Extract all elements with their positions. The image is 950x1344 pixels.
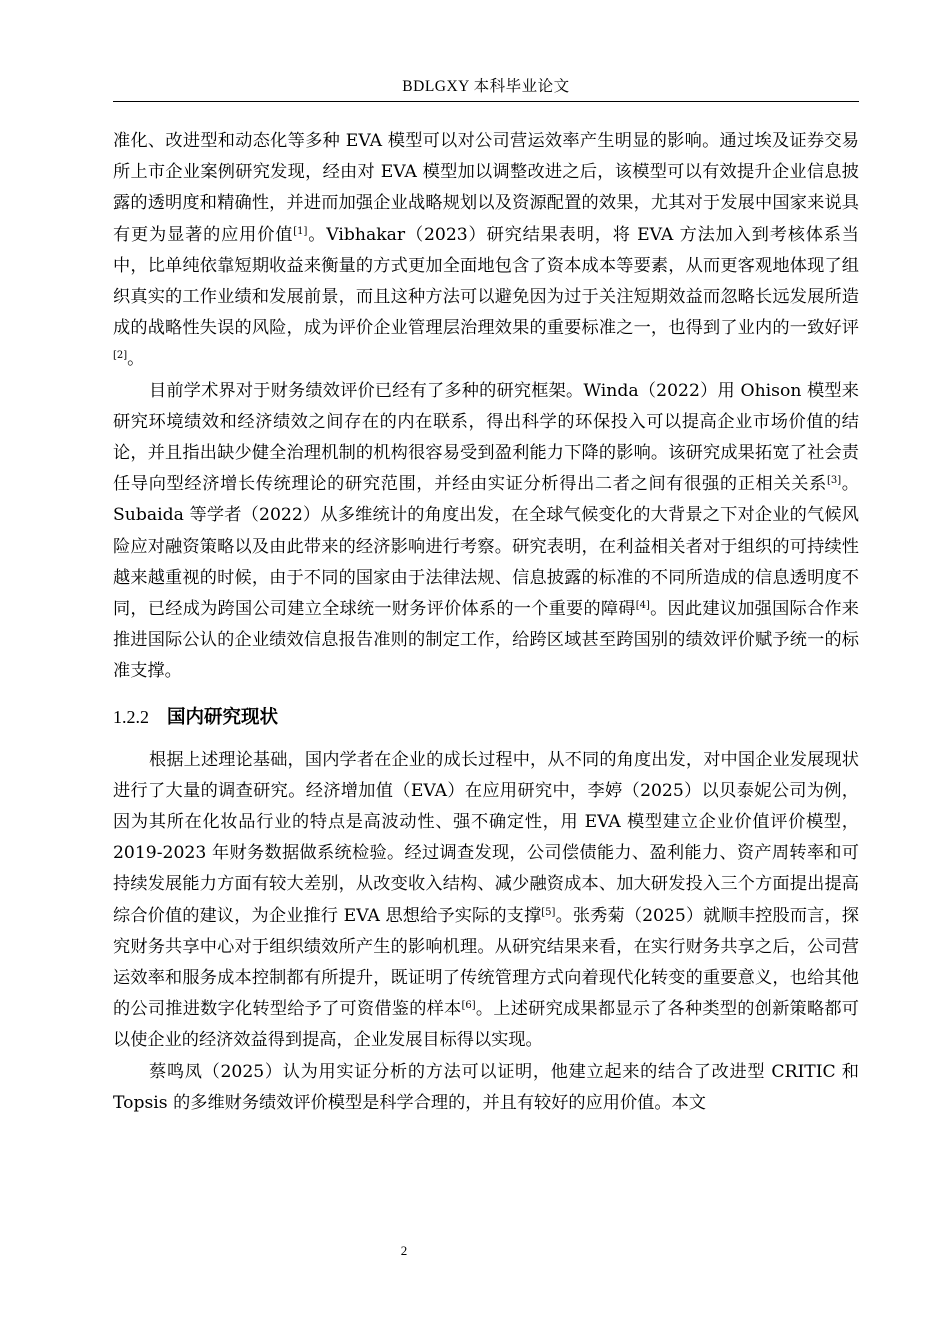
citation: [3]: [826, 475, 842, 487]
citation: [5]: [541, 906, 556, 918]
section-heading: [113, 700, 859, 735]
paragraph: 蔡鸣凤（2025）认为用实证分析的方法可以证明，他建立起来的结合了改进型 CRITIC 和 Topsis 的多维财务绩效评价模型是科学合理的，并且有较好的应用价值。本文: [113, 1061, 859, 1113]
body-text: [113, 126, 859, 1119]
citation: [1]: [293, 225, 308, 237]
page-number: 2: [400, 1243, 408, 1258]
paragraph: 根据上述理论基础，国内学者在企业的成长过程中，从不同的角度出发，对中国企业发展现状进行了大量的调查研究。经济增加值（EVA）在应用研究中，李婷（2025）以贝泰妮公司为例，因为其所在化妆品行业的特点是高波动性、强不确定性，用 EVA 模型建立企业价值评价模型，2019-2023 年财务数据做系统检验。经过调查发现，公司偿债能力、盈利能力、资产周转率和可持续发展能力方面有较大差别，从改变收入结构、减少融资成本、加大研发投入三个方面提出提高综合价值的建议，为企业推行 EVA 思想给予实际的支撑[5]。张秀菊（2025）就顺丰控股而言，探究财务共享中心对于组织绩效所产生的影响机理。从研究结果来看，在实行财务共享之后，公司营运效率和服务成本控制都有所提升，既证明了传统管理方式向着现代化转变的重要意义，也给其他的公司推进数字化转型给予了可资借鉴的样本[6]。上述研究成果都显示了各种类型的创新策略都可以使企业的经济效益得到提高，企业发展目标得以实现。: [113, 749, 859, 1051]
section-title: 国内研究现状: [167, 706, 279, 728]
citation: [4]: [635, 600, 650, 612]
paragraph: 目前学术界对于财务绩效评价已经有了多种的研究框架。Winda（2022）用 Ohison 模型来研究环境绩效和经济绩效之间存在的内在联系，得出科学的环保投入可以提高企业市场价值的结论，并且指出缺少健全治理机制的机构很容易受到盈利能力下降的影响。该研究成果拓宽了社会责任导向型经济增长传统理论的研究范围，并经由实证分析得出二者之间有很强的正相关关系[3]。Subaida 等学者（2022）从多维统计的角度出发，在全球气候变化的大背景之下对企业的气候风险应对融资策略以及由此带来的经济影响进行考察。研究表明，在利益相关者对于组织的可持续性越来越重视的时候，由于不同的国家由于法律法规、信息披露的标准的不同所造成的信息透明度不同，已经成为跨国公司建立全球统一财务评价体系的一个重要的障碍[4]。因此建议加强国际合作来推进国际公认的企业绩效信息报告准则的制定工作，给跨区域甚至跨国别的绩效评价赋予统一的标准支撑。: [113, 380, 859, 682]
running-header: BDLGXY 本科毕业论文: [402, 78, 570, 95]
citation: [2]: [113, 350, 128, 362]
paragraph: 准化、改进型和动态化等多种 EVA 模型可以对公司营运效率产生明显的影响。通过埃及证券交易所上市企业案例研究发现，经由对 EVA 模型加以调整改进之后，该模型可以有效提升企业信息披露的透明度和精确性，并进而加强企业战略规划以及资源配置的效果，尤其对于发展中国家来说具有更为显著的应用价值[1]。Vibhakar（2023）研究结果表明，将 EVA 方法加入到考核体系当中，比单纯依靠短期收益来衡量的方式更加全面地包含了资本成本等要素，从而更客观地体现了组织真实的工作业绩和发展前景，而且这种方法可以避免因为过于关注短期效益而忽略长远发展所造成的战略性失误的风险，成为评价企业管理层治理效果的重要标准之一，也得到了业内的一致好评[2]。: [113, 131, 859, 370]
header-rule: [113, 101, 859, 102]
citation: [6]: [461, 1000, 476, 1012]
section-number: 1.2.2: [113, 706, 149, 727]
